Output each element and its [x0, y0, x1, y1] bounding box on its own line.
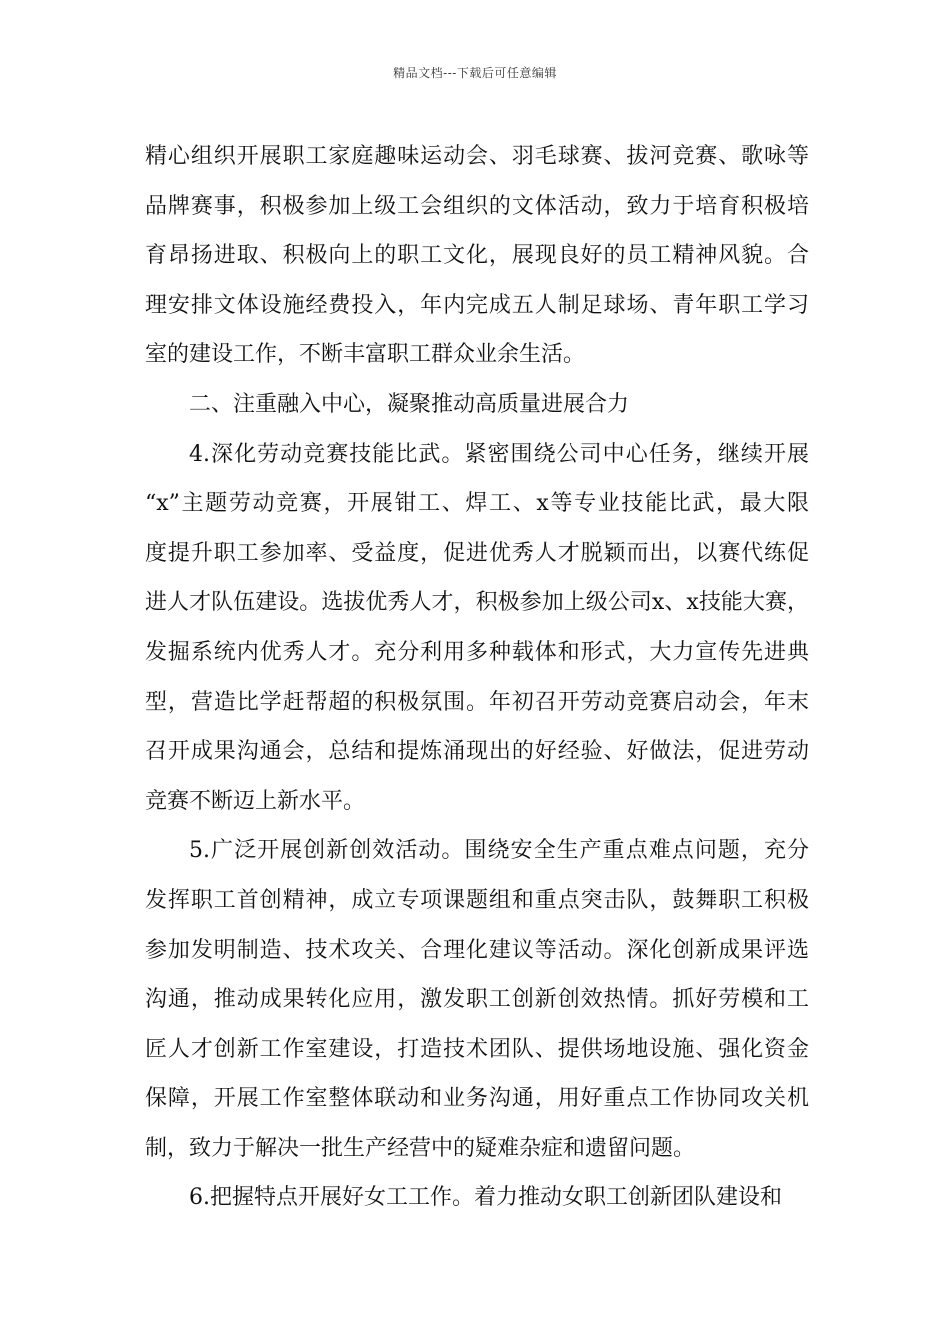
paragraph — [145, 1173, 809, 1223]
text-line: 保障，开展工作室整体联动和业务沟通，用好重点工作协同攻关机 — [145, 1086, 809, 1112]
text-line: 室的建设工作，不断丰富职工群众业余生活。 — [145, 342, 586, 368]
text-line: “x”主题劳动竞赛，开展钳工、焊工、x等专业技能比武，最大限 — [145, 491, 809, 517]
text-line: 型，营造比学赶帮超的积极氛围。年初召开劳动竞赛启动会，年末 — [145, 689, 809, 715]
text-line: 5.广泛开展创新创效活动。围绕安全生产重点难点问题，充分 — [189, 838, 809, 864]
text-line: 制，致力于解决一批生产经营中的疑难杂症和遗留问题。 — [145, 1135, 696, 1161]
text-line: 6.把握特点开展好女工工作。着力推动女职工创新团队建设和 — [189, 1185, 782, 1211]
paragraph — [145, 132, 809, 380]
text-line: 度提升职工参加率、受益度，促进优秀人才脱颖而出，以赛代练促 — [145, 540, 809, 566]
text-line: 品牌赛事，积极参加上级工会组织的文体活动，致力于培育积极培 — [145, 193, 809, 219]
text-line: 育昂扬进取、积极向上的职工文化，展现良好的员工精神风貌。合 — [145, 243, 809, 269]
text-line: 竞赛不断迈上新水平。 — [145, 788, 366, 814]
paragraph — [145, 380, 809, 430]
text-line: 沟通，推动成果转化应用，激发职工创新创效热情。抓好劳模和工 — [145, 987, 809, 1013]
text-line: 召开成果沟通会，总结和提炼涌现出的好经验、好做法，促进劳动 — [145, 739, 809, 765]
paragraph — [145, 826, 809, 1173]
text-line: 4.深化劳动竞赛技能比武。紧密围绕公司中心任务，继续开展 — [189, 441, 809, 467]
page-header: 精品文档---下载后可任意编辑 — [393, 66, 557, 80]
text-line: 发挥职工首创精神，成立专项课题组和重点突击队，鼓舞职工积极 — [145, 887, 809, 913]
text-line: 匠人才创新工作室建设，打造技术团队、提供场地设施、强化资金 — [145, 1036, 809, 1062]
document-body — [145, 132, 809, 1223]
text-line: 进人才队伍建设。选拔优秀人才，积极参加上级公司x、x技能大赛， — [145, 590, 809, 616]
text-line: 理安排文体设施经费投入，年内完成五人制足球场、青年职工学习 — [145, 292, 809, 318]
text-line: 精心组织开展职工家庭趣味运动会、羽毛球赛、拔河竞赛、歌咏等 — [145, 144, 809, 169]
text-line: 参加发明制造、技术攻关、合理化建议等活动。深化创新成果评选 — [145, 937, 809, 963]
text-line: 发掘系统内优秀人才。充分利用多种载体和形式，大力宣传先进典 — [145, 639, 809, 665]
paragraph — [145, 430, 809, 827]
text-line: 二、注重融入中心，凝聚推动高质量进展合力 — [189, 391, 630, 417]
